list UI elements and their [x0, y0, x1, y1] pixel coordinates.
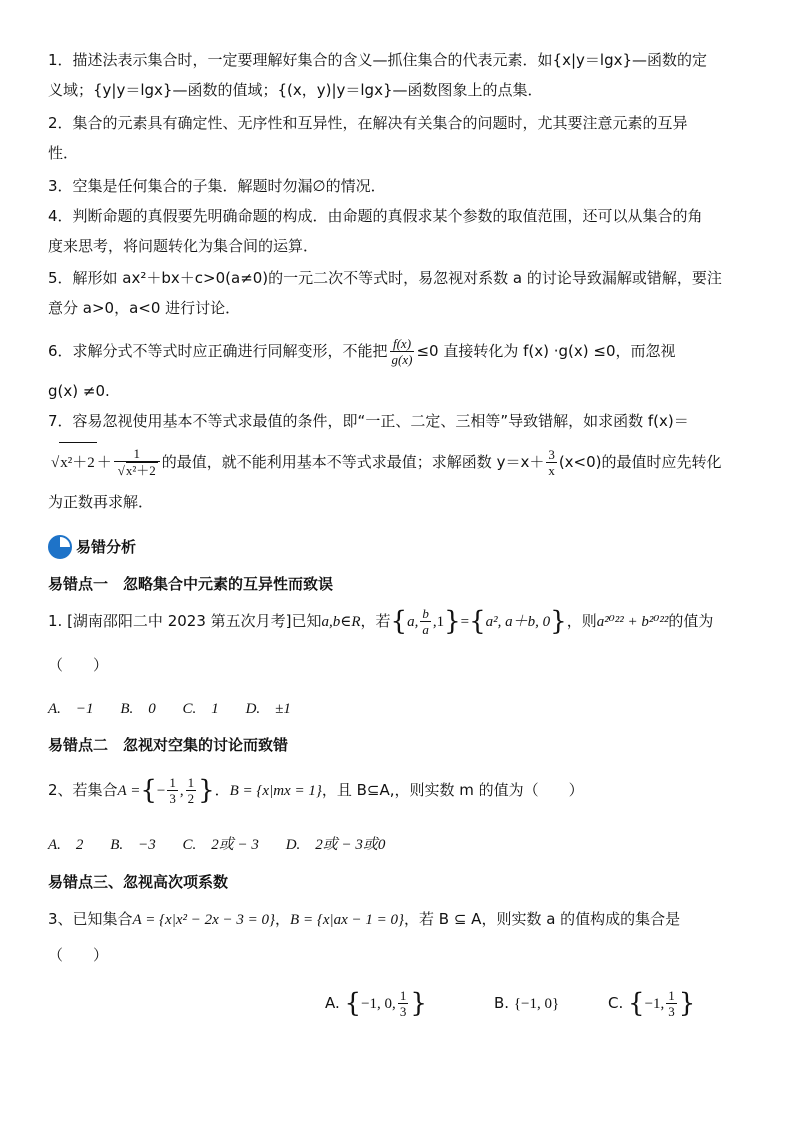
- point-1-heading: 易错点一 忽略集合中元素的互异性而致误: [48, 575, 334, 593]
- q2-option-c[interactable]: C. 2或 − 3: [182, 837, 259, 853]
- tip-4-line-2: 度来思考，将问题转化为集合间的运算．: [48, 237, 319, 255]
- tip-5-line-1: 5．解形如 ax²＋bx＋c>0(a≠0)的一元二次不等式时，易忽视对系数 a 的讨论导致漏解或错解，要注: [48, 269, 722, 287]
- q1-frac-num: b: [422, 606, 429, 621]
- q3-option-c-label: C.: [608, 994, 624, 1012]
- right-brace-icon: }: [678, 988, 696, 1019]
- left-brace-icon: {: [628, 988, 645, 1019]
- q2-frac2-den: 2: [187, 791, 195, 806]
- q3-option-c-set: −1,: [644, 996, 665, 1012]
- q3-option-b[interactable]: [494, 983, 559, 1024]
- q1-text-pre: 1. [湖南邵阳二中 2023 第五次月考]已知: [48, 612, 322, 630]
- tip-7-fraction-1: [114, 446, 160, 479]
- tip-1-line-2: 义域；{y|y＝lgx}—函数的值域；{(x，y)|y＝lgx}—函数图象上的点集．: [48, 81, 543, 99]
- q2-options: [48, 834, 385, 855]
- tip-5-line-2: 意分 a>0，a<0 进行讨论．: [48, 299, 241, 317]
- q1-option-c[interactable]: C. 1: [182, 701, 219, 717]
- tip-7-radical-1: √ x²＋2: [59, 442, 97, 483]
- left-brace-icon: {: [469, 606, 486, 637]
- q3-option-c-fraction: [666, 988, 677, 1019]
- tip-6-frac-den: g(x): [391, 352, 413, 367]
- tip-7-radical-2: √ x²＋2: [126, 462, 158, 478]
- right-brace-icon: }: [410, 988, 427, 1019]
- tip-3: 3．空集是任何集合的子集．解题时勿漏∅的情况．: [48, 177, 386, 195]
- q3-optC-den: 3: [668, 1004, 675, 1019]
- q3-option-b-label: B.: [494, 994, 510, 1012]
- q2-frac1-den: 3: [169, 791, 176, 806]
- q2-set-b: B = {x|mx = 1}: [229, 783, 322, 799]
- tip-7-fraction-2: [546, 447, 557, 478]
- q1-text-post1: ，则: [566, 612, 597, 630]
- q3-set-b: B = {x|ax − 1 = 0}: [290, 912, 405, 928]
- tip-6-line-2: g(x) ≠0.: [48, 382, 110, 400]
- point-1-question: [48, 603, 713, 640]
- q2-set-a-label: A =: [117, 783, 141, 799]
- q1-option-d[interactable]: D. ±1: [245, 701, 291, 717]
- right-brace-icon: }: [550, 606, 567, 637]
- q2-frac2-num: 1: [187, 775, 195, 790]
- q3-set-a: A = {x|x² − 2x − 3 = 0}: [132, 912, 276, 928]
- q1-text-post2: 的值为: [668, 612, 714, 630]
- q1-vars: a,b∈R: [321, 614, 361, 630]
- q3-paren: （ ）: [48, 946, 109, 964]
- tip-7-line-2: [58, 442, 722, 483]
- tip-4-line-1: 4．判断命题的真假要先明确命题的构成．由命题的真假求某个参数的取值范围，还可以从集合的角: [48, 207, 703, 225]
- q1-equals: =: [460, 614, 470, 630]
- q1-set-right: a², a＋b, 0: [485, 614, 551, 630]
- tip-6-line-1: [48, 333, 676, 369]
- q2-text-pre: 2、若集合: [48, 781, 118, 799]
- q2-fraction-1: [167, 775, 178, 806]
- tip-7-frac2-num: 3: [548, 447, 555, 462]
- tip-7-frac1-num: 1: [114, 446, 160, 462]
- q3-option-a-label: A.: [325, 994, 340, 1012]
- tip-2-line-1: 2．集合的元素具有确定性、无序性和互异性，在解决有关集合的问题时，尤其要注意元素的互异: [48, 114, 688, 132]
- q1-set-left-a: a,: [407, 614, 419, 630]
- q1-expr: a²⁰²² + b²⁰²²: [596, 614, 669, 630]
- left-brace-icon: {: [390, 606, 408, 637]
- point-2-heading: 易错点二 忽视对空集的讨论而致错: [48, 736, 289, 754]
- q2-option-a[interactable]: A. 2: [48, 837, 84, 853]
- tip-7-text-post: (x<0)的最值时应先转化: [558, 453, 722, 471]
- tip-7-text-mid: 的最值，就不能利用基本不等式求最值；求解函数 y＝x＋: [161, 453, 545, 471]
- tip-6-frac-num: f(x): [390, 336, 415, 352]
- q3-text-mid: ，: [275, 910, 291, 928]
- q2-fraction-2: [186, 775, 197, 806]
- q1-frac-den: a: [422, 622, 429, 637]
- tip-7-plus: ＋: [96, 453, 112, 471]
- tip-2-line-2: 性．: [48, 144, 79, 162]
- q3-option-a[interactable]: [325, 983, 427, 1024]
- q3-option-a-set: −1, 0,: [361, 996, 396, 1012]
- tip-1-line-1: 1．描述法表示集合时，一定要理解好集合的含义—抓住集合的代表元素．如{x|y＝lgx}—函数的定: [48, 51, 708, 69]
- q2-frac1-num: 1: [169, 775, 176, 790]
- q1-text-mid: ，若: [360, 612, 391, 630]
- q2-text-mid: ．: [214, 781, 230, 799]
- q1-set-fraction: [420, 606, 431, 637]
- right-brace-icon: }: [198, 775, 215, 806]
- left-brace-icon: {: [344, 988, 362, 1019]
- q2-text-post: ，且 B⊆A,，则实数 m 的值为（ ）: [321, 781, 584, 799]
- q2-option-b[interactable]: B. −3: [110, 837, 156, 853]
- q3-optC-num: 1: [668, 988, 675, 1003]
- tip-7-line-1: 7．容易忽视使用基本不等式求最值的条件，即“一正、二定、三相等”导致错解，如求函数 f(x)＝: [48, 412, 689, 430]
- q1-set-left-b: ,1: [432, 614, 445, 630]
- point-3-heading: 易错点三、忽视高次项系数: [48, 873, 229, 891]
- tip-7-frac2-den: x: [548, 463, 555, 478]
- tip-7-line-3: 为正数再求解．: [48, 493, 154, 511]
- tip-6-text-pre: 6．求解分式不等式时应正确进行同解变形，不能把: [48, 342, 388, 360]
- pie-chart-icon: [48, 535, 72, 559]
- q3-text-post: ，若 B ⊆ A，则实数 a 的值构成的集合是: [404, 910, 681, 928]
- right-brace-icon: }: [444, 606, 461, 637]
- left-brace-icon: {: [140, 775, 157, 806]
- q3-optA-num: 1: [399, 988, 407, 1003]
- q3-option-a-fraction: [398, 988, 409, 1019]
- q3-text-pre: 3、已知集合: [48, 910, 133, 928]
- q3-option-b-set: {−1, 0}: [513, 996, 560, 1012]
- section-title: 易错分析: [76, 538, 137, 556]
- q1-options: [48, 698, 291, 719]
- q1-paren: （ ）: [48, 656, 109, 674]
- q1-option-a[interactable]: A. −1: [48, 701, 94, 717]
- q2-option-d[interactable]: D. 2或 − 3或0: [285, 837, 386, 853]
- q3-option-c[interactable]: [608, 983, 695, 1024]
- q1-option-b[interactable]: B. 0: [120, 701, 156, 717]
- point-2-question: 2、若集合A ={− $\frac{1}{3}$ , $\frac{1}{2}$ }．B = {x|mx = 1}，且 B⊆A,，则实数 m 的值为（ ）: [48, 775, 584, 806]
- tip-6-fraction: [390, 336, 415, 367]
- tip-6-text-post: ≤0 直接转化为 f(x) ·g(x) ≤0，而忽视: [416, 342, 676, 360]
- q3-optA-den: 3: [399, 1004, 407, 1019]
- point-3-question: [48, 904, 680, 935]
